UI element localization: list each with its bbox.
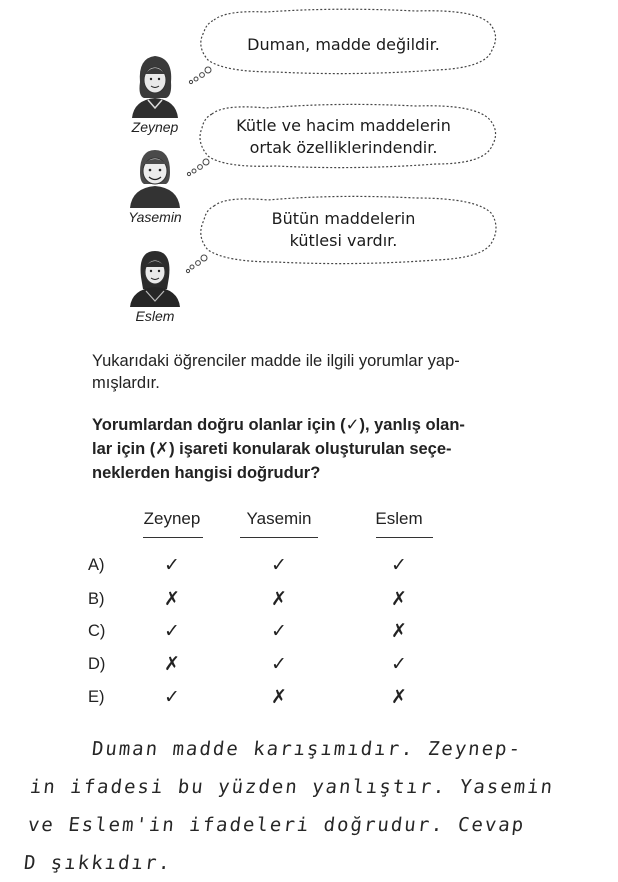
header-underline <box>376 537 433 538</box>
header-underline <box>143 537 203 538</box>
check-mark-icon: ✓ <box>391 653 407 675</box>
girl-portrait-icon <box>120 243 190 307</box>
check-mark-icon: ✓ <box>164 620 180 642</box>
column-header: Yasemin <box>246 509 312 528</box>
bubble-text: Kütle ve hacim maddelerin ortak özelliklerindendir. <box>236 116 451 157</box>
bubble-text: Duman, madde değildir. <box>247 35 440 54</box>
thought-bubble-zeynep <box>186 6 501 86</box>
thought-bubble-yasemin <box>186 100 501 180</box>
cross-mark-icon: ✗ <box>271 588 287 610</box>
check-mark-icon: ✓ <box>164 686 180 708</box>
cross-mark-icon: ✗ <box>164 653 180 675</box>
header-underline <box>240 537 318 538</box>
girl-portrait-icon <box>120 48 190 118</box>
column-header: Eslem <box>375 509 423 528</box>
option-label: C) <box>88 622 106 640</box>
cross-mark-icon: ✗ <box>164 588 180 610</box>
option-label: E) <box>88 688 105 706</box>
intro-paragraph: Yukarıdaki öğrenciler madde ile ilgili yorumlar yap- mışlardır. <box>92 352 460 392</box>
cross-mark-icon: ✗ <box>391 620 407 642</box>
check-mark-icon: ✓ <box>271 554 287 576</box>
character-name: Eslem <box>135 308 175 324</box>
option-label: B) <box>88 590 105 608</box>
cross-mark-icon: ✗ <box>271 686 287 708</box>
cross-mark-icon: ✗ <box>391 588 407 610</box>
check-mark-icon: ✓ <box>271 653 287 675</box>
check-mark-icon: ✓ <box>164 554 180 576</box>
bubble-text: Bütün maddelerin kütlesi vardır. <box>271 209 416 250</box>
handwritten-answer: Duman madde karışımıdır. Zeynep- in ifadesi bu yüzden yanlıştır. Yasemin ve Eslem'in ifadeleri doğrudur. Cevap D şıkkıdır. <box>22 738 556 874</box>
question-text: Yorumlardan doğru olanlar için (✓), yanlış olan- lar için (✗) işareti konularak oluşturulan seçe- neklerden hangisi doğrudur? <box>92 416 465 482</box>
character-name: Yasemin <box>128 209 182 225</box>
check-mark-icon: ✓ <box>391 554 407 576</box>
cross-mark-icon: ✗ <box>391 686 407 708</box>
option-label: D) <box>88 655 106 673</box>
check-mark-icon: ✓ <box>271 620 287 642</box>
thought-bubble-eslem <box>186 194 501 274</box>
character-name: Zeynep <box>131 119 179 135</box>
girl-portrait-icon <box>120 142 190 208</box>
column-header: Zeynep <box>143 509 201 528</box>
option-label: A) <box>88 556 105 574</box>
